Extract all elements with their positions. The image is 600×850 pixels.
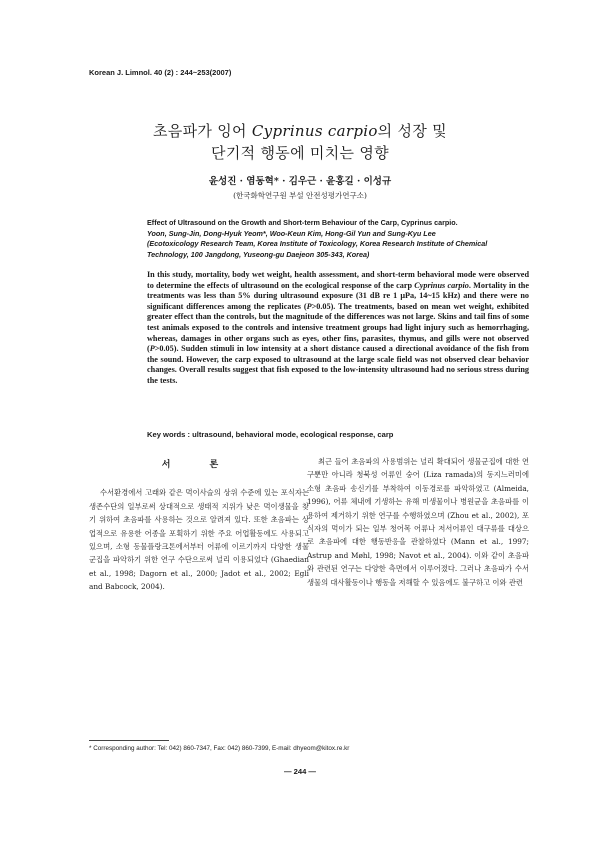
page-number: — 244 — bbox=[283, 767, 317, 776]
abstract-text-4: >0.05). Sudden stimuli in low intensity at a short distance caused a directional avoidance of the fish from the sound. However, the carp exposed to ultrasound at the large scale field was not observed clear behavior changes. Overall results suggest that fish exposed to the low-intensity ultrasound had no serious stress during the tests. bbox=[147, 344, 529, 385]
korean-title-line-1 bbox=[60, 120, 540, 142]
korean-title-line-2: 단기적 행동에 미치는 영향 bbox=[211, 144, 389, 162]
english-affiliation: (Ecotoxicology Research Team, Korea Institute of Toxicology, Korea Research Institute of Chemical Technology, 100 Jangdong, Yuseong-gu Daejeon 305-343, Korea) bbox=[147, 239, 488, 259]
abstract-species: Cyprinus carpio bbox=[414, 280, 469, 290]
abstract-text-1: In this study, mortality, body wet weight, health assessment, and short-term behavioral mode were observed to determine the effects of ultrasound on the ecological response of the carp bbox=[147, 270, 529, 290]
abstract bbox=[147, 270, 529, 387]
footnote-divider bbox=[89, 740, 169, 741]
left-column bbox=[89, 455, 309, 594]
abstract-p-symbol-2: P bbox=[149, 344, 155, 354]
korean-affiliation: (한국화학연구원 부설 안전성평가연구소) bbox=[233, 191, 367, 200]
intro-paragraph-right: 최근 들어 초음파의 사용범위는 널리 확대되어 생물군집에 대한 연구뿐만 아니라 청북성 어류인 숭어 (Liza ramada)의 동지느러미에 소형 초음파 송신기를 부착하여 이동경로를 파악하였고 (Almeida, 1996), 어류 체내에 기생하는 유해 미생물이나 병원균을 초음파를 이용하여 제거하기 위한 연구를 수행하였으며 (Zhou et al., 2002), 포식자의 먹이가 되는 일부 청어목 어류나 저서어류인 대구류를 대상으로 초음파에 대한 행동반응을 관찰하였다 (Mann et al., 1997; Astrup and Møhl, 1998; Navot et al., 2004). 이와 같이 초음파와 관련된 연구는 다양한 측면에서 이루어졌다. 그러나 초음파가 수서생물의 대사활동이나 행동을 저해할 수 있음에도 불구하고 이와 관련 bbox=[307, 457, 529, 587]
english-authors: Yoon, Sung-Jin, Dong-Hyuk Yeom*, Woo-Keun Kim, Hong-Gil Yun and Sung-Kyu Lee bbox=[147, 228, 436, 238]
korean-title-species: Cyprinus carpio bbox=[251, 122, 378, 140]
journal-reference: Korean J. Limnol. 40 (2) : 244~253(2007) bbox=[89, 68, 232, 77]
abstract-p-symbol-1: P bbox=[306, 301, 312, 311]
english-title: Effect of Ultrasound on the Growth and Short-term Behaviour of the Carp, Cyprinus carpio. bbox=[147, 218, 458, 227]
right-column bbox=[307, 455, 529, 589]
section-heading-introduction: 서 론 bbox=[161, 460, 237, 470]
korean-title-post: 의 성장 및 bbox=[377, 122, 447, 140]
abstract-text-2: . Mortality in the treatments was less than 5% during ultrasound exposure (31 dB re 1 μPa, 14~15 kHz) and there were no significant differences among the replicates ( bbox=[147, 280, 529, 311]
corresponding-author-footnote: * Corresponding author: Tel: 042) 860-7347, Fax: 042) 860-7399, E-mail: dhyeom@kitox.re.kr bbox=[89, 745, 350, 752]
korean-title-pre: 초음파가 잉어 bbox=[153, 122, 252, 140]
korean-title bbox=[60, 120, 540, 164]
english-header bbox=[147, 218, 529, 260]
keywords: Key words : ultrasound, behavioral mode, ecological response, carp bbox=[147, 430, 394, 439]
intro-paragraph-left: 수서환경에서 고래와 같은 먹이사슬의 상위 수준에 있는 포식자는 생존수단의 일부로써 상대적으로 생태적 지위가 낮은 먹이생물을 찾기 위하여 초음파를 사용하는 것으로 알려져 있다. 또한 초음파는 상업적으로 유용한 어종을 포획하기 위한 주요 어업활동에도 사용되고 있으며, 소형 동물플랑크톤에서부터 어류에 이르기까지 다양한 생물군집을 파악하기 위한 연구 수단으로써 널리 이용되었다 (Ghaedian et al., 1998; Dagorn et al., 2000; Jadot et al., 2002; Egli and Babcock, 2004). bbox=[89, 488, 309, 592]
abstract-text-3: >0.05). The treatments, based on mean wet weight, exhibited greater effect than the controls, but the magnitude of the differences was not large. Skins and tail fins of some test animals exposed to the controls and intensive treatment groups had light injury such as hemorrhaging, whereas, damages in other organs such as eyes, other fins, parasites, thymus, and gills were not observed ( bbox=[147, 301, 529, 354]
korean-authors: 윤성진 · 염동혁* · 김우근 · 윤홍길 · 이성규 bbox=[208, 176, 392, 187]
